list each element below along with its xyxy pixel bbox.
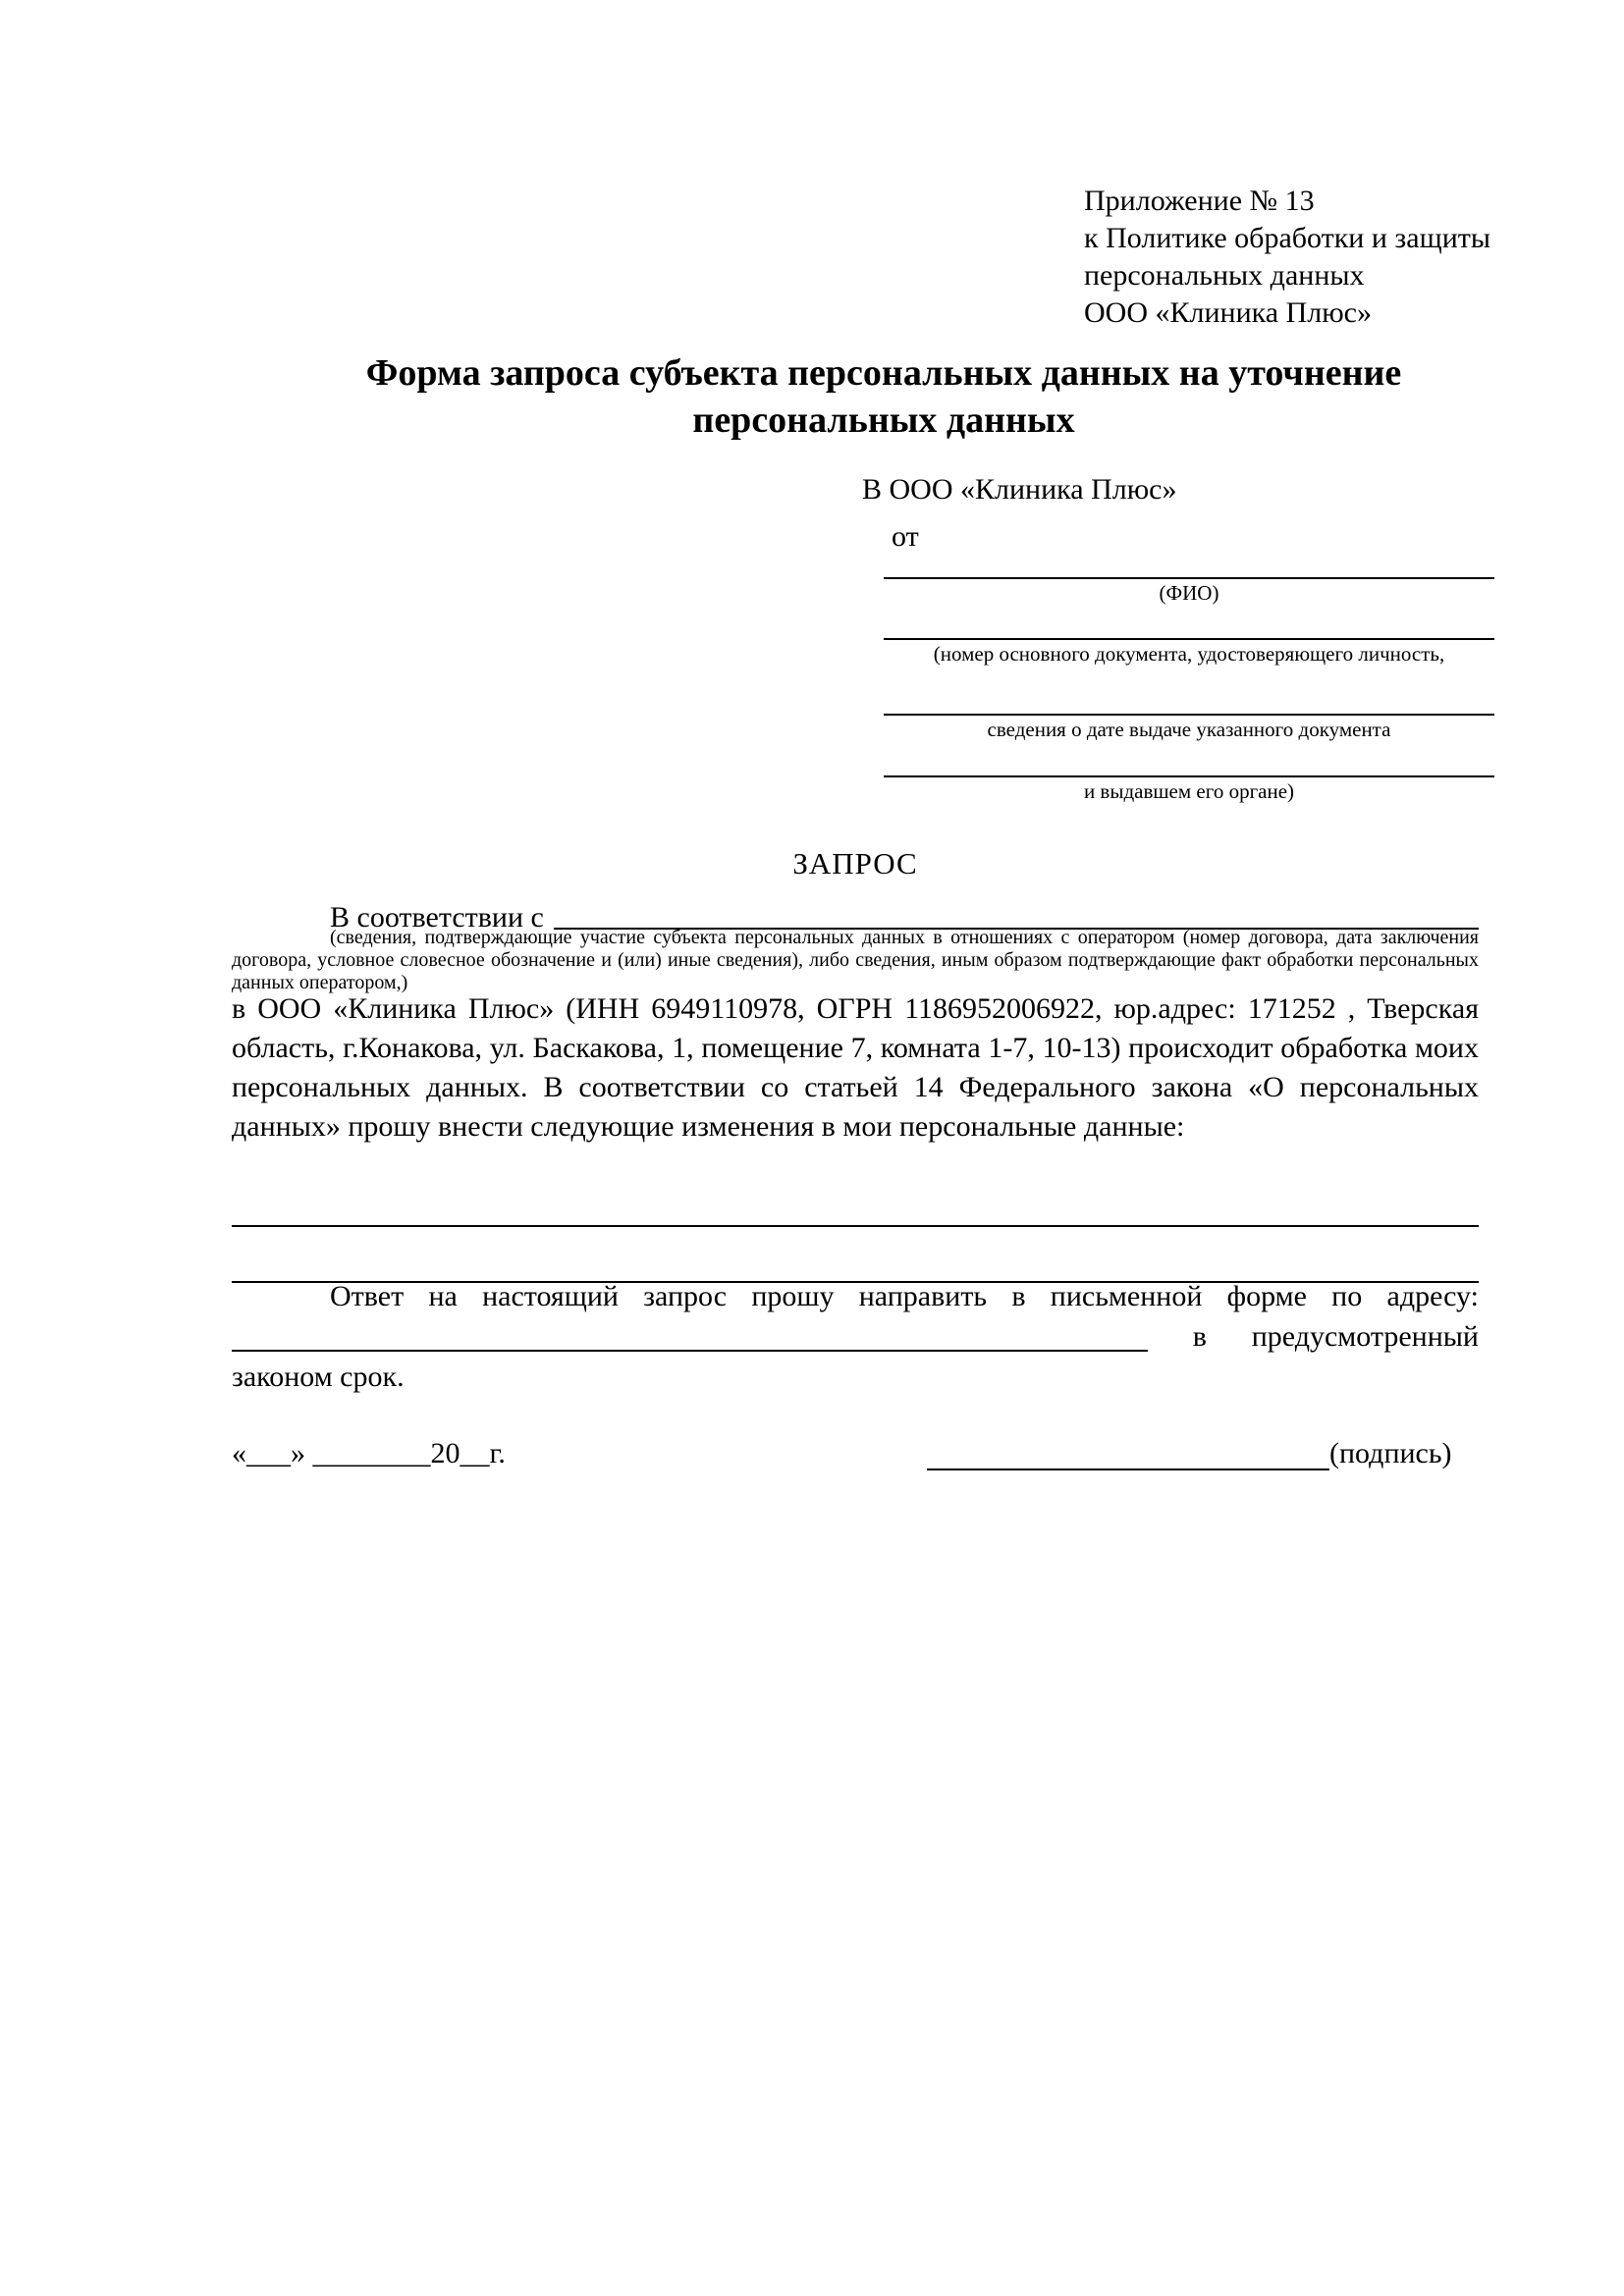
reply-word-stipulated: предусмотренный bbox=[1251, 1320, 1479, 1353]
page-title-line2: персональных данных bbox=[692, 400, 1075, 441]
page-title bbox=[255, 349, 1512, 444]
address-blank-line bbox=[232, 1350, 1148, 1352]
intro-prefix: В соответствии с bbox=[330, 901, 544, 934]
fio-field-caption: (ФИО) bbox=[1159, 581, 1219, 605]
fio-field-line bbox=[884, 577, 1494, 579]
appendix-block bbox=[1084, 183, 1490, 332]
reply-paragraph bbox=[232, 1276, 1479, 1397]
issuing-authority-field-line bbox=[884, 775, 1494, 777]
issuing-authority-field-caption: и выдавшем его органе) bbox=[1083, 779, 1295, 803]
recipient-from-label: от bbox=[892, 520, 919, 553]
issue-date-field-caption: сведения о дате выдаче указанного документа bbox=[987, 718, 1391, 741]
request-heading: ЗАПРОС bbox=[792, 846, 918, 881]
reply-word-in: в bbox=[1192, 1320, 1207, 1353]
page-title-line1: Форма запроса субъекта персональных данных на уточнение bbox=[365, 352, 1402, 394]
intro-note: (сведения, подтверждающие участие субъекта персональных данных в отношениях с оператором (номер договора, дата заключения договора, условное словесное обозначение и (или) иные сведения), либо сведения, иным образом подтверждающие факт обработки персональных данных оператором,) bbox=[232, 927, 1479, 993]
appendix-line: ООО «Клиника Плюс» bbox=[1084, 296, 1372, 329]
body-paragraph: в ООО «Клиника Плюс» (ИНН 6949110978, ОГРН 1186952006922, юр.адрес: 171252 , Тверская область, г.Конакова, ул. Баскакова, 1, помещение 7, комната 1-7, 10-13) происходит обработка моих персональных данных. В соответствии со статьей 14 Федерального закона «О персональных данных» прошу внести следующие изменения в мои персональные данные: bbox=[232, 992, 1479, 1143]
appendix-line: персональных данных bbox=[1084, 259, 1365, 292]
reply-line1: Ответ на настоящий запрос прошу направить в письменной форме по адресу: bbox=[330, 1280, 1479, 1312]
document-number-field-caption: (номер основного документа, удостоверяющего личность, bbox=[933, 642, 1445, 666]
signature-line bbox=[927, 1468, 1329, 1470]
changes-blank-line-1 bbox=[232, 1225, 1479, 1227]
recipient-to: В ООО «Клиника Плюс» bbox=[862, 473, 1177, 506]
signature-caption: (подпись) bbox=[1329, 1437, 1452, 1469]
appendix-line: Приложение № 13 bbox=[1084, 185, 1315, 217]
issue-date-field-line bbox=[884, 714, 1494, 716]
date-template: «___» ________20__г. bbox=[232, 1437, 506, 1469]
document-number-field-line bbox=[884, 638, 1494, 640]
appendix-line: к Политике обработки и защиты bbox=[1084, 222, 1491, 254]
reply-line3: законом срок. bbox=[232, 1361, 405, 1393]
reply-line2 bbox=[232, 1316, 1479, 1357]
